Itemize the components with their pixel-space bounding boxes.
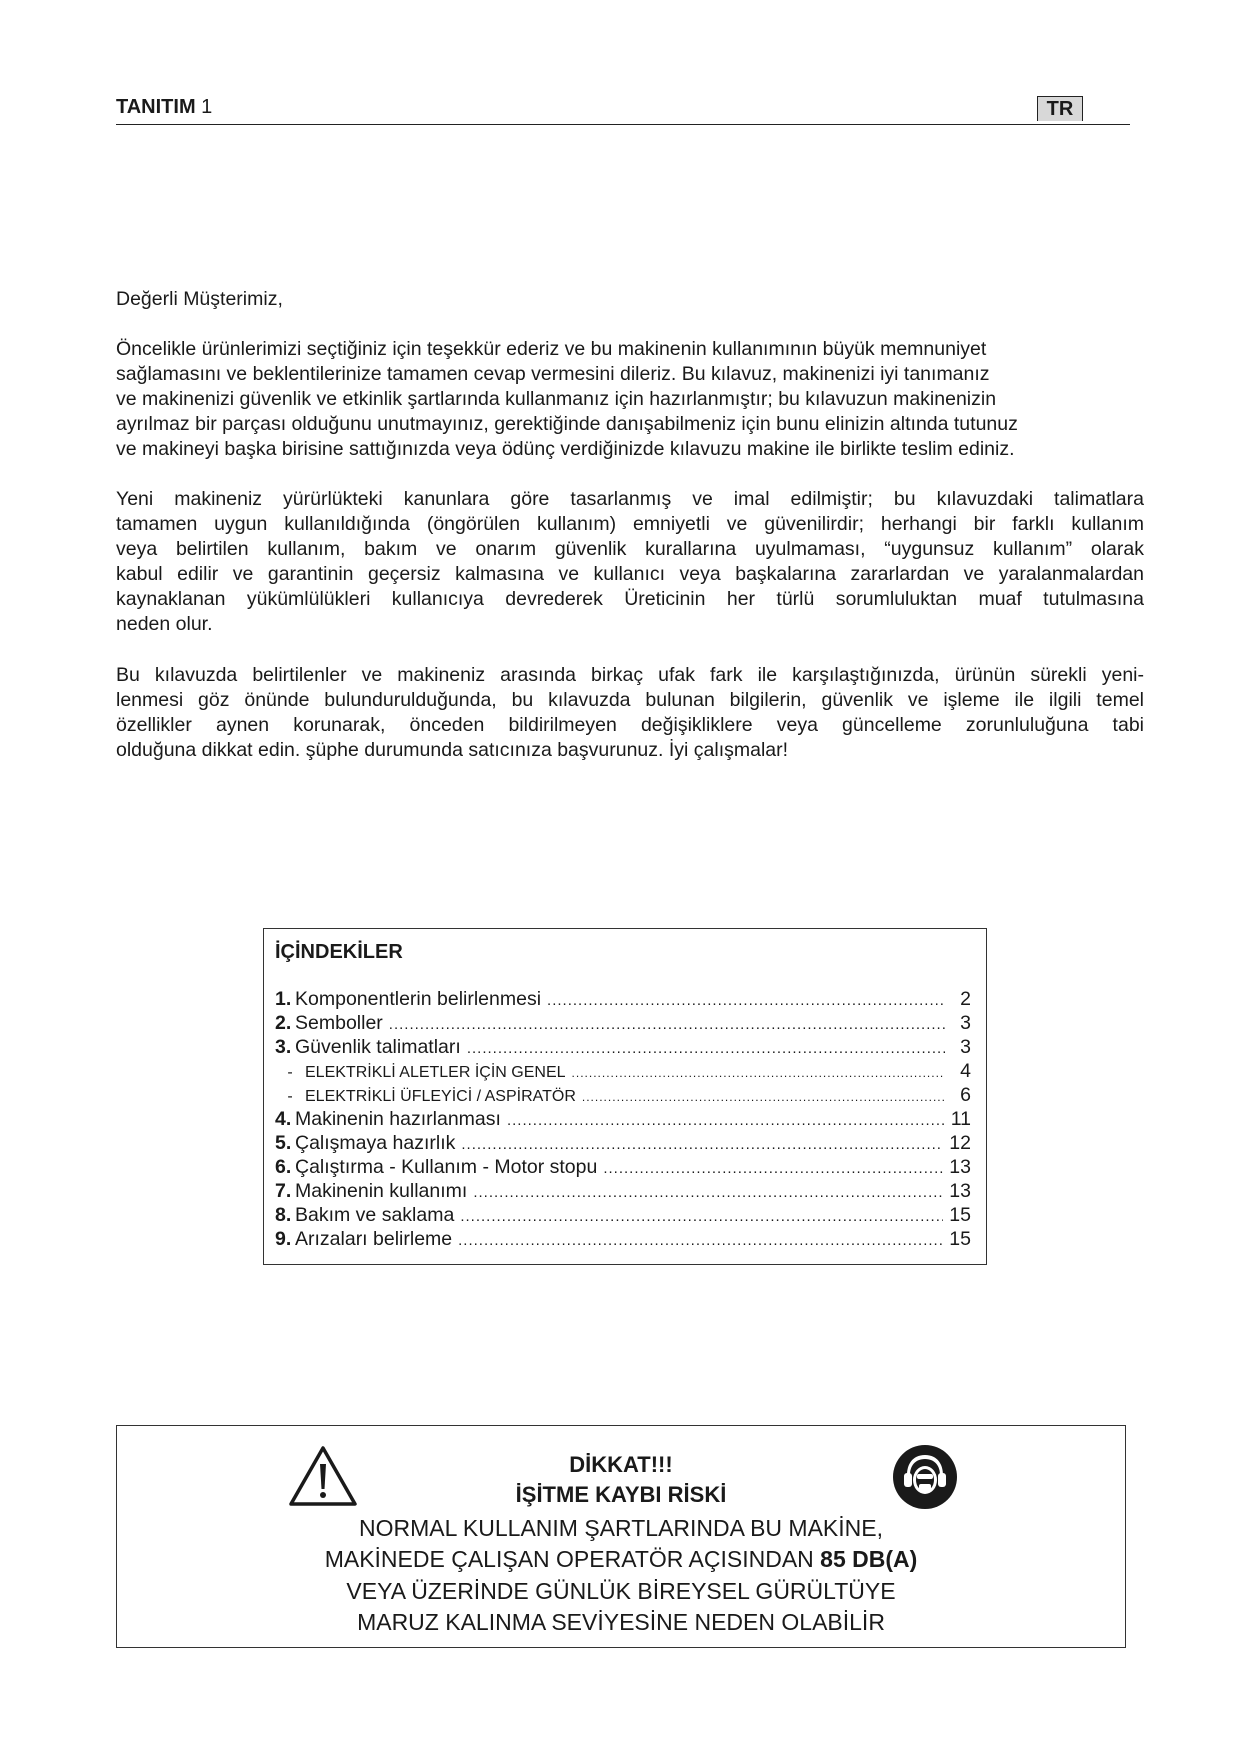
page-header <box>116 94 1130 125</box>
toc-page: 15 <box>949 1204 971 1226</box>
hearing-warning-box <box>116 1425 1126 1648</box>
paragraph-line: veya belirtilen kullanım, bakım ve onarım güvenlik kurallarına uyulmaması, “uygunsuz kullanım” olarak <box>116 538 1144 560</box>
toc-page: 13 <box>949 1156 971 1178</box>
toc-leader <box>473 1184 943 1201</box>
toc-item[interactable] <box>275 1180 971 1204</box>
toc-number: 4. <box>275 1108 292 1130</box>
toc-number: 2. <box>275 1012 292 1034</box>
toc-page: 3 <box>960 1036 971 1058</box>
toc-label: Makinenin hazırlanması <box>295 1108 501 1130</box>
section-title <box>116 96 212 119</box>
paragraph-line: Yeni makineniz yürürlükteki kanunlara göre tasarlanmış ve imal edilmiştir; bu kılavuzdaki talimatlara <box>116 488 1144 510</box>
toc-leader <box>603 1160 943 1177</box>
paragraph-line: Öncelikle ürünlerimizi seçtiğiniz için teşekkür ederiz ve bu makinenin kullanımının büyük memnuniyet <box>116 338 987 360</box>
toc-label: Semboller <box>295 1012 383 1034</box>
toc-label: Makinenin kullanımı <box>295 1180 468 1202</box>
toc-subitem[interactable] <box>275 1060 971 1084</box>
toc-leader <box>389 1016 945 1033</box>
toc-item[interactable] <box>275 1132 971 1156</box>
toc-leader <box>507 1112 945 1129</box>
paragraph-line: lenmesi göz önünde bulundurulduğunda, bu kılavuzda bulunan bilgilerin, güvenlik ve işleme ile ilgili temel <box>116 689 1144 711</box>
toc-number: 8. <box>275 1204 292 1226</box>
toc-leader <box>461 1136 943 1153</box>
toc-page: 12 <box>949 1132 971 1154</box>
intro-paragraph <box>116 337 1148 462</box>
table-of-contents <box>263 928 987 1265</box>
paragraph-line: ve makinenizi güvenlik ve etkinlik şartlarında kullanmanız için hazırlanmıştır; bu kılavuzun makinenizin <box>116 388 997 410</box>
section-number: 1 <box>195 96 213 118</box>
language-tab: TR <box>1037 96 1083 121</box>
section-title-text: TANITIM <box>116 96 196 118</box>
toc-page: 13 <box>949 1180 971 1202</box>
toc-item[interactable] <box>275 1108 971 1132</box>
paragraph-line: sağlamasını ve beklentilerinize tamamen cevap vermesini dileriz. Bu kılavuz, makinenizi iyi tanımanız <box>116 363 990 385</box>
toc-page: 4 <box>960 1060 971 1082</box>
toc-label: Güvenlik talimatları <box>295 1036 461 1058</box>
toc-item[interactable] <box>275 988 971 1012</box>
toc-item[interactable] <box>275 1036 971 1060</box>
toc-leader <box>460 1208 943 1225</box>
toc-page: 15 <box>949 1228 971 1250</box>
toc-label: Çalıştırma - Kullanım - Motor stopu <box>295 1156 598 1178</box>
toc-label: ELEKTRİKLİ ÜFLEYİCİ / ASPİRATÖR <box>305 1088 576 1105</box>
toc-leader <box>467 1040 945 1057</box>
warning-line: MARUZ KALINMA SEVİYESİNE NEDEN OLABİLİR <box>357 1609 885 1635</box>
toc-page: 11 <box>950 1108 971 1130</box>
paragraph-line: kabul edilir ve garantinin geçersiz kalmasına ve kullanıcı veya başkalarına zararlardan ve yaralanmalardan <box>116 563 1144 585</box>
toc-list <box>275 988 971 1252</box>
toc-number: 5. <box>275 1132 292 1154</box>
safety-paragraph <box>116 487 1144 637</box>
toc-leader <box>547 992 945 1009</box>
paragraph-line: ayrılmaz bir parçası olduğunu unutmayınız, gerektiğinde danışabilmeniz için bunu elinizin altında tutunuz <box>116 413 1018 435</box>
paragraph-line: ve makineyi başka birisine sattığınızda veya ödünç verdiğinizde kılavuzu makine ile birlikte teslim ediniz. <box>116 438 1015 460</box>
paragraph-line: olduğuna dikkat edin. şüphe durumunda satıcınıza başvurunuz. İyi çalışmalar! <box>116 739 789 761</box>
toc-label: Arızaları belirleme <box>295 1228 453 1250</box>
toc-subitem[interactable] <box>275 1084 971 1108</box>
toc-bullet: - <box>287 1064 293 1081</box>
warning-line <box>117 1546 1125 1573</box>
toc-page: 2 <box>960 988 971 1010</box>
toc-item[interactable] <box>275 1204 971 1228</box>
salutation: Değerli Müşterimiz, <box>116 288 283 310</box>
toc-number: 1. <box>275 988 292 1010</box>
toc-page: 3 <box>960 1012 971 1034</box>
paragraph-line: neden olur. <box>116 613 213 635</box>
toc-leader <box>582 1090 945 1104</box>
paragraph-line: kaynaklanan yükümlülükleri kullanıcıya devrederek Üreticinin her türlü sorumluluktan muaf tutulmasına <box>116 588 1144 610</box>
warning-title: DİKKAT!!! <box>569 1452 673 1477</box>
toc-title: İÇİNDEKİLER <box>275 941 403 963</box>
toc-label: ELEKTRİKLİ ALETLER İÇİN GENEL <box>305 1064 566 1081</box>
toc-number: 7. <box>275 1180 292 1202</box>
toc-number: 3. <box>275 1036 292 1058</box>
toc-leader <box>572 1066 945 1080</box>
paragraph-line: özellikler aynen korunarak, önceden bildirilmeyen değişikliklere veya güncelleme zorunluluğuna tabi <box>116 714 1144 736</box>
toc-label: Bakım ve saklama <box>295 1204 455 1226</box>
toc-label: Komponentlerin belirlenmesi <box>295 988 542 1010</box>
paragraph-line: tamamen uygun kullanıldığında (öngörülen kullanım) emniyetli ve güvenilirdir; herhangi bir farklı kullanım <box>116 513 1144 535</box>
toc-bullet: - <box>287 1088 293 1105</box>
toc-item[interactable] <box>275 1012 971 1036</box>
differences-paragraph <box>116 663 1144 763</box>
warning-line: NORMAL KULLANIM ŞARTLARINDA BU MAKİNE, <box>358 1515 883 1541</box>
warning-subtitle: İŞİTME KAYBI RİSKİ <box>515 1482 727 1507</box>
toc-number: 9. <box>275 1228 292 1250</box>
toc-item[interactable] <box>275 1156 971 1180</box>
warning-text: MAKİNEDE ÇALIŞAN OPERATÖR AÇISINDAN <box>324 1546 821 1572</box>
warning-line: VEYA ÜZERİNDE GÜNLÜK BİREYSEL GÜRÜLTÜYE <box>346 1578 896 1604</box>
toc-label: Çalışmaya hazırlık <box>295 1132 456 1154</box>
toc-leader <box>458 1232 943 1249</box>
toc-page: 6 <box>960 1084 971 1106</box>
noise-level: 85 DB(A) <box>820 1546 918 1572</box>
paragraph-line: Bu kılavuzda belirtilenler ve makineniz arasında birkaç ufak fark ile karşılaştığınızda, ürünün sürekli yeni- <box>116 664 1144 686</box>
toc-number: 6. <box>275 1156 292 1178</box>
toc-item[interactable] <box>275 1228 971 1252</box>
